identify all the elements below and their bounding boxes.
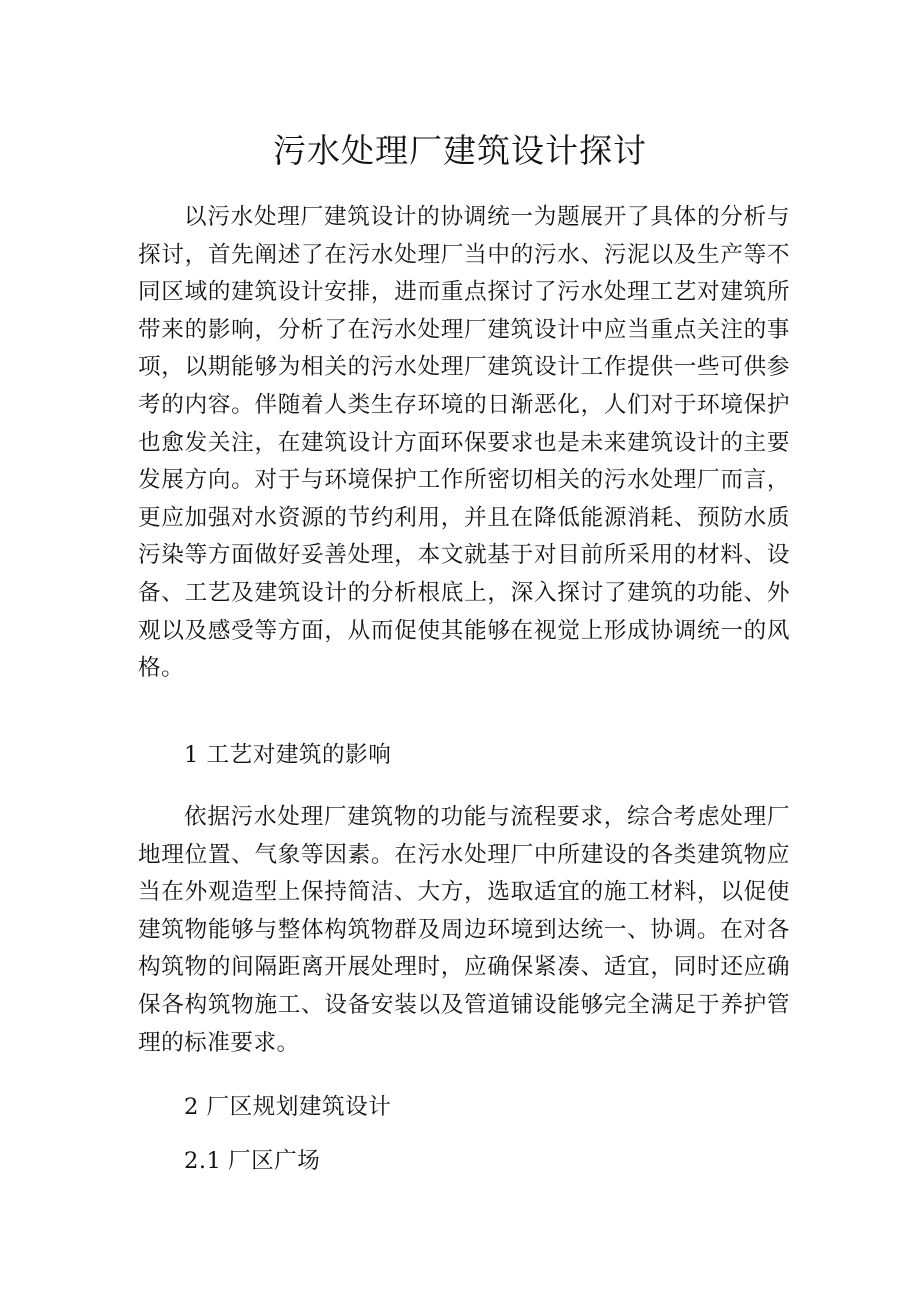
section-2-1-number: 2.1 — [184, 1148, 222, 1174]
section-1-heading: 1 工艺对建筑的影响 — [184, 742, 392, 768]
section-1-paragraph: 依据污水处理厂建筑物的功能与流程要求，综合考虑处理厂地理位置、气象等因素。在污水处理厂中所建设的各类建筑物应当在外观造型上保持简洁、大方，选取适宜的施工材料，以促使建筑物能够与整体构筑物群及周边环境到达统一、协调。在对各构筑物的间隔距离开展处理时，应确保紧凑、适宜，同时还应确保各构筑物施工、设备安装以及管道铺设能够完全满足于养护管理的标准要求。 — [138, 804, 790, 1056]
abstract-paragraph: 以污水处理厂建筑设计的协调统一为题展开了具体的分析与探讨，首先阐述了在污水处理厂当中的污水、污泥以及生产等不同区域的建筑设计安排，进而重点探讨了污水处理工艺对建筑所带来的影响，分析了在污水处理厂建筑设计中应当重点关注的事项，以期能够为相关的污水处理厂建筑设计工作提供一些可供参考的内容。伴随着人类生存环境的日渐恶化，人们对于环境保护也愈发关注，在建筑设计方面环保要求也是未来建筑设计的主要发展方向。对于与环境保护工作所密切相关的污水处理厂而言，更应加强对水资源的节约利用，并且在降低能源消耗、预防水质污染等方面做好妥善处理，本文就基于对目前所采用的材料、设备、工艺及建筑设计的分析根底上，深入探讨了建筑的功能、外观以及感受等方面，从而促使其能够在视觉上形成协调统一的风格。 — [138, 204, 790, 682]
document-title: 污水处理厂建筑设计探讨 — [273, 131, 647, 170]
section-2-1-title: 厂区广场 — [228, 1148, 321, 1174]
section-2-1-heading — [184, 1143, 320, 1181]
section-2-heading: 2 厂区规划建筑设计 — [184, 1094, 392, 1120]
